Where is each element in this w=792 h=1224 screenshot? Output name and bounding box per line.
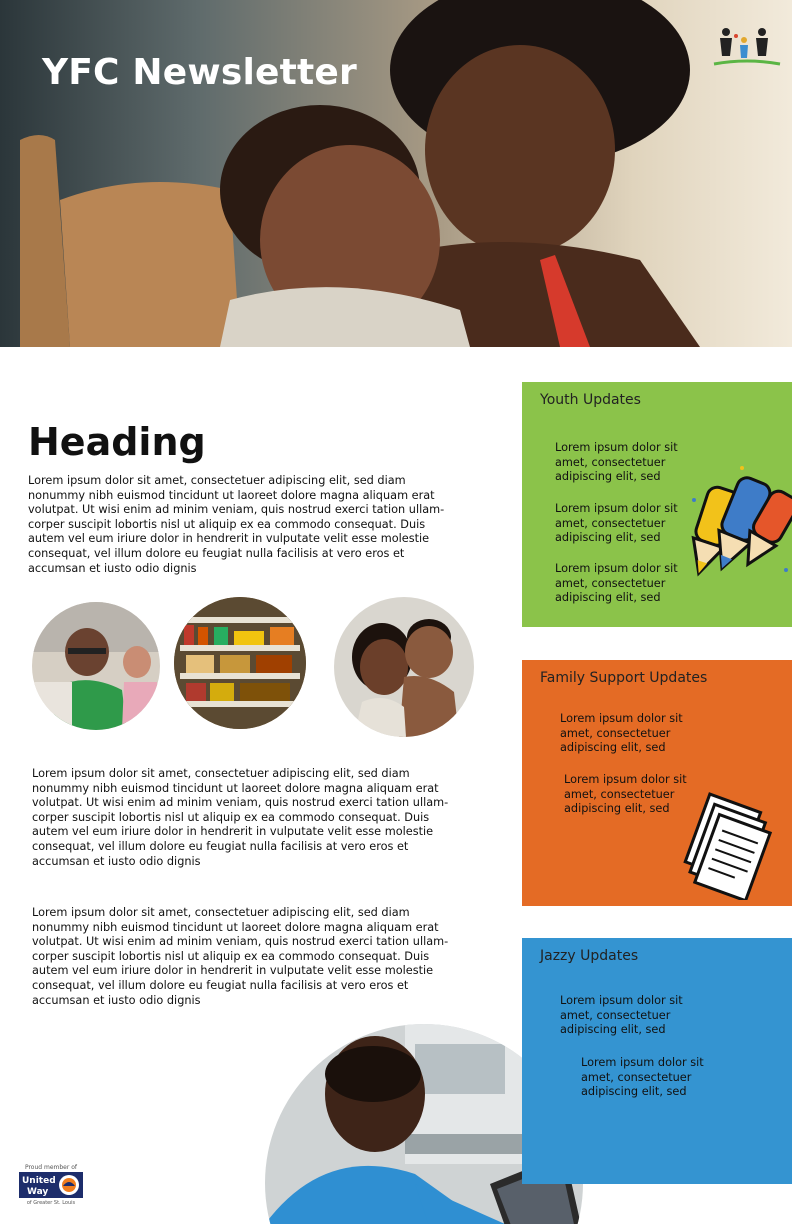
photo-girl-with-baby	[334, 597, 474, 737]
body-paragraph-3: Lorem ipsum dolor sit amet, consectetuer adipiscing elit, sed diam nonummy nibh euismod tincidunt ut laoreet dolore magna aliquam erat volutpat. Ut wisi enim ad minim veniam, quis nostrud exerci tation ullam-corper suscipit lobortis nisl ut aliquip ex ea commodo consequat. Duis autem vel eum iriure dolor in hendrerit in vulputate velit esse molestie consequat, vel illum dolore eu feugiat nulla facilisis at vero eros et accumsan et iusto odio dignis	[32, 906, 449, 1007]
badge-top-text: Proud member of	[24, 1164, 78, 1171]
jazzy-update-item-1: Lorem ipsum dolor sit amet, consectetuer adipiscing elit, sed	[560, 994, 683, 1037]
family-support-updates-panel	[522, 660, 792, 906]
section-heading: Heading	[28, 420, 206, 464]
youth-update-item-3: Lorem ipsum dolor sit amet, consectetuer adipiscing elit, sed	[555, 562, 678, 605]
body-paragraph-1: Lorem ipsum dolor sit amet, consectetuer adipiscing elit, sed diam nonummy nibh euismod tincidunt ut laoreet dolore magna aliquam erat volutpat. Ut wisi enim ad minim veniam, quis nostrud exerci tation ullam-corper suscipit lobortis nisl ut aliquip ex ea commodo consequat. Duis autem vel eum iriure dolor in hendrerit in vulputate velit esse molestie consequat, vel illum dolore eu feugiat nulla facilisis at vero eros et accumsan et iusto odio dignis	[28, 474, 445, 575]
family-logo-icon	[712, 22, 782, 70]
united-way-badge	[19, 1162, 83, 1206]
badge-line-1: United	[22, 1176, 56, 1186]
newsletter-title: YFC Newsletter	[42, 52, 357, 93]
badge-line-2: Way	[27, 1187, 49, 1197]
youth-update-item-1: Lorem ipsum dolor sit amet, consectetuer adipiscing elit, sed	[555, 441, 678, 484]
hero-banner	[0, 0, 792, 347]
photo-child-studying	[32, 602, 160, 730]
youth-updates-panel	[522, 382, 792, 627]
family-update-item-1: Lorem ipsum dolor sit amet, consectetuer adipiscing elit, sed	[560, 712, 683, 755]
jazzy-updates-title: Jazzy Updates	[540, 948, 639, 964]
body-paragraph-2: Lorem ipsum dolor sit amet, consectetuer adipiscing elit, sed diam nonummy nibh euismod tincidunt ut laoreet dolore magna aliquam erat volutpat. Ut wisi enim ad minim veniam, quis nostrud exerci tation ullam-corper suscipit lobortis nisl ut aliquip ex ea commodo consequat. Duis autem vel eum iriure dolor in hendrerit in vulputate velit esse molestie consequat, vel illum dolore eu feugiat nulla facilisis at vero eros et accumsan et iusto odio dignis	[32, 767, 449, 868]
documents-icon	[680, 788, 780, 900]
jazzy-update-item-2: Lorem ipsum dolor sit amet, consectetuer adipiscing elit, sed	[581, 1056, 704, 1099]
family-update-item-2: Lorem ipsum dolor sit amet, consectetuer adipiscing elit, sed	[564, 773, 687, 816]
crayons-icon	[686, 460, 792, 586]
youth-update-item-2: Lorem ipsum dolor sit amet, consectetuer adipiscing elit, sed	[555, 502, 678, 545]
family-support-updates-title: Family Support Updates	[540, 670, 708, 686]
youth-updates-title: Youth Updates	[540, 392, 641, 408]
photo-food-pantry	[174, 597, 306, 729]
badge-bottom-text: of Greater St. Louis	[26, 1200, 76, 1206]
jazzy-updates-panel	[522, 938, 792, 1184]
